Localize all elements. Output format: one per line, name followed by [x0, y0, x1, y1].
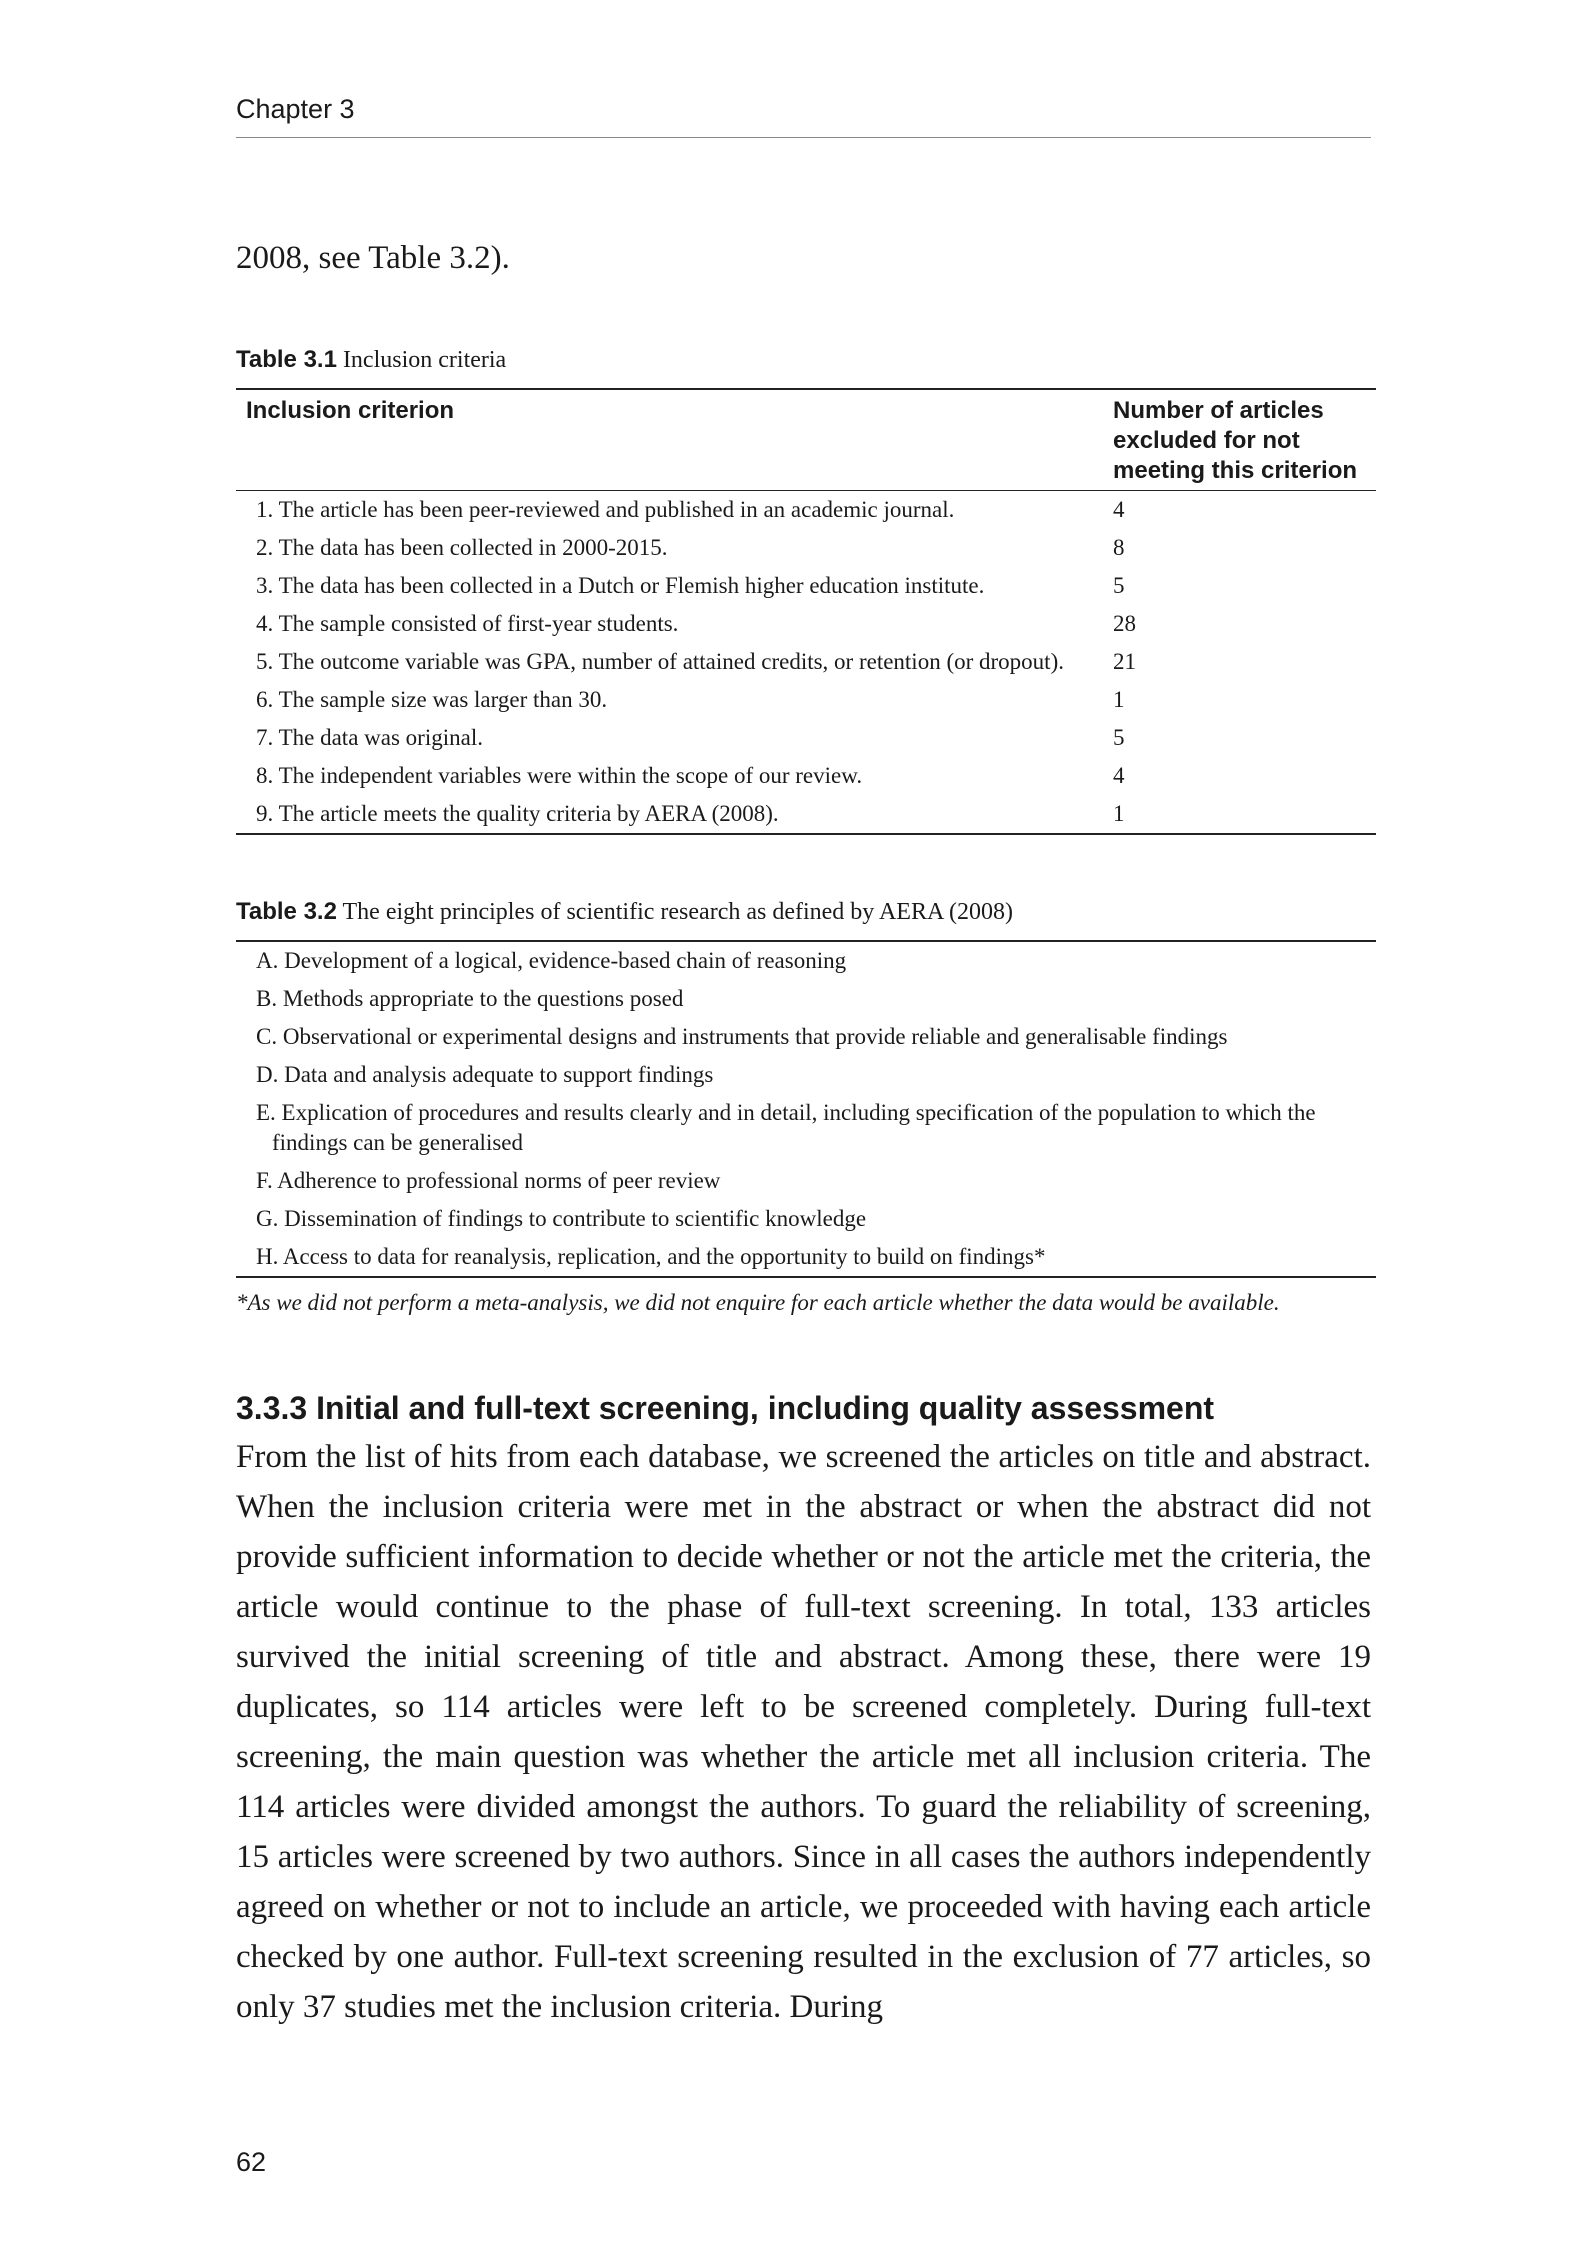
table-3-1-title: Inclusion criteria [342, 347, 507, 373]
count-cell: 5 [1113, 573, 1125, 598]
table-row [236, 567, 1376, 605]
table-row [236, 980, 1376, 1018]
criterion-cell: 6. The sample size was larger than 30. [256, 687, 608, 712]
principle-cell: F. Adherence to professional norms of peer review [256, 1168, 721, 1193]
criterion-cell: 4. The sample consisted of first-year students. [256, 611, 679, 636]
inclusion-criteria-table [236, 388, 1376, 835]
table-3-1-label: Table 3.1 [236, 346, 337, 373]
table-row [236, 1200, 1376, 1238]
principle-cell: C. Observational or experimental designs and instruments that provide reliable and generalisable findings [256, 1024, 1228, 1049]
criterion-cell: 7. The data was original. [256, 725, 483, 750]
principle-cell: H. Access to data for reanalysis, replication, and the opportunity to build on findings* [256, 1244, 1046, 1269]
section-heading: 3.3.3 Initial and full-text screening, including quality assessment [236, 1390, 1215, 1426]
table-3-1 [236, 346, 1376, 835]
principle-cell: B. Methods appropriate to the questions posed [256, 986, 684, 1011]
table-3-2 [236, 898, 1376, 1316]
table-row [236, 757, 1376, 795]
count-cell: 1 [1113, 687, 1125, 712]
table-3-2-label: Table 3.2 [236, 898, 337, 925]
table-row [236, 941, 1376, 980]
column-header-criterion: Inclusion criterion [236, 389, 1107, 491]
count-cell: 4 [1113, 497, 1125, 522]
count-cell: 1 [1113, 801, 1125, 826]
criterion-cell: 1. The article has been peer-reviewed and published in an academic journal. [256, 497, 955, 522]
criterion-cell: 9. The article meets the quality criteria by AERA (2008). [256, 801, 779, 826]
table-3-2-title: The eight principles of scientific research as defined by AERA (2008) [342, 899, 1013, 925]
aera-principles-table [236, 940, 1376, 1278]
count-cell: 8 [1113, 535, 1125, 560]
table-row [236, 605, 1376, 643]
table-row [236, 681, 1376, 719]
table-3-1-caption [236, 346, 1376, 374]
criterion-cell: 8. The independent variables were within the scope of our review. [256, 763, 863, 788]
principle-cell: D. Data and analysis adequate to support findings [256, 1062, 714, 1087]
table-3-2-caption [236, 898, 1376, 926]
count-cell: 21 [1113, 649, 1136, 674]
table-row [236, 1056, 1376, 1094]
table-row [236, 1238, 1376, 1277]
running-head: Chapter 3 [236, 94, 1371, 138]
lead-line: 2008, see Table 3.2). [236, 240, 510, 276]
table-row [236, 491, 1376, 530]
page-number: 62 [236, 2147, 267, 2177]
body-paragraph: From the list of hits from each database, we screened the articles on title and abstract. When the inclusion criteria were met in the abstract or when the abstract did not provide sufficient information to decide whether or not the article met the criteria, the article would continue to the phase of full-text screening. In total, 133 articles survived the initial screening of title and abstract. Among these, there were 19 duplicates, so 114 articles were left to be screened completely. During full-text screening, the main question was whether the article met all inclusion criteria. The 114 articles were divided amongst the authors. To guard the reliability of screening, 15 articles were screened by two authors. Since in all cases the authors independently agreed on whether or not to include an article, we proceeded with having each article checked by one author. Full-text screening resulted in the exclusion of 77 articles, so only 37 studies met the inclusion criteria. During [236, 1439, 1371, 2025]
table-row [236, 1018, 1376, 1056]
table-3-2-footnote: *As we did not perform a meta-analysis, we did not enquire for each article whether the data would be available. [236, 1290, 1280, 1315]
table-row [236, 1094, 1376, 1162]
principle-cell: E. Explication of procedures and results clearly and in detail, including specification of the population to which the findings can be generalised [256, 1100, 1316, 1155]
table-row [236, 1162, 1376, 1200]
table-row [236, 719, 1376, 757]
principle-cell: G. Dissemination of findings to contribute to scientific knowledge [256, 1206, 867, 1231]
table-row [236, 529, 1376, 567]
column-header-count: Number of articles excluded for not meeting this criterion [1107, 389, 1376, 491]
criterion-cell: 3. The data has been collected in a Dutch or Flemish higher education institute. [256, 573, 985, 598]
criterion-cell: 2. The data has been collected in 2000-2015. [256, 535, 668, 560]
principle-cell: A. Development of a logical, evidence-based chain of reasoning [256, 948, 847, 973]
count-cell: 4 [1113, 763, 1125, 788]
count-cell: 28 [1113, 611, 1136, 636]
table-row [236, 643, 1376, 681]
table-row [236, 795, 1376, 834]
criterion-cell: 5. The outcome variable was GPA, number of attained credits, or retention (or dropout). [256, 649, 1064, 674]
count-cell: 5 [1113, 725, 1125, 750]
